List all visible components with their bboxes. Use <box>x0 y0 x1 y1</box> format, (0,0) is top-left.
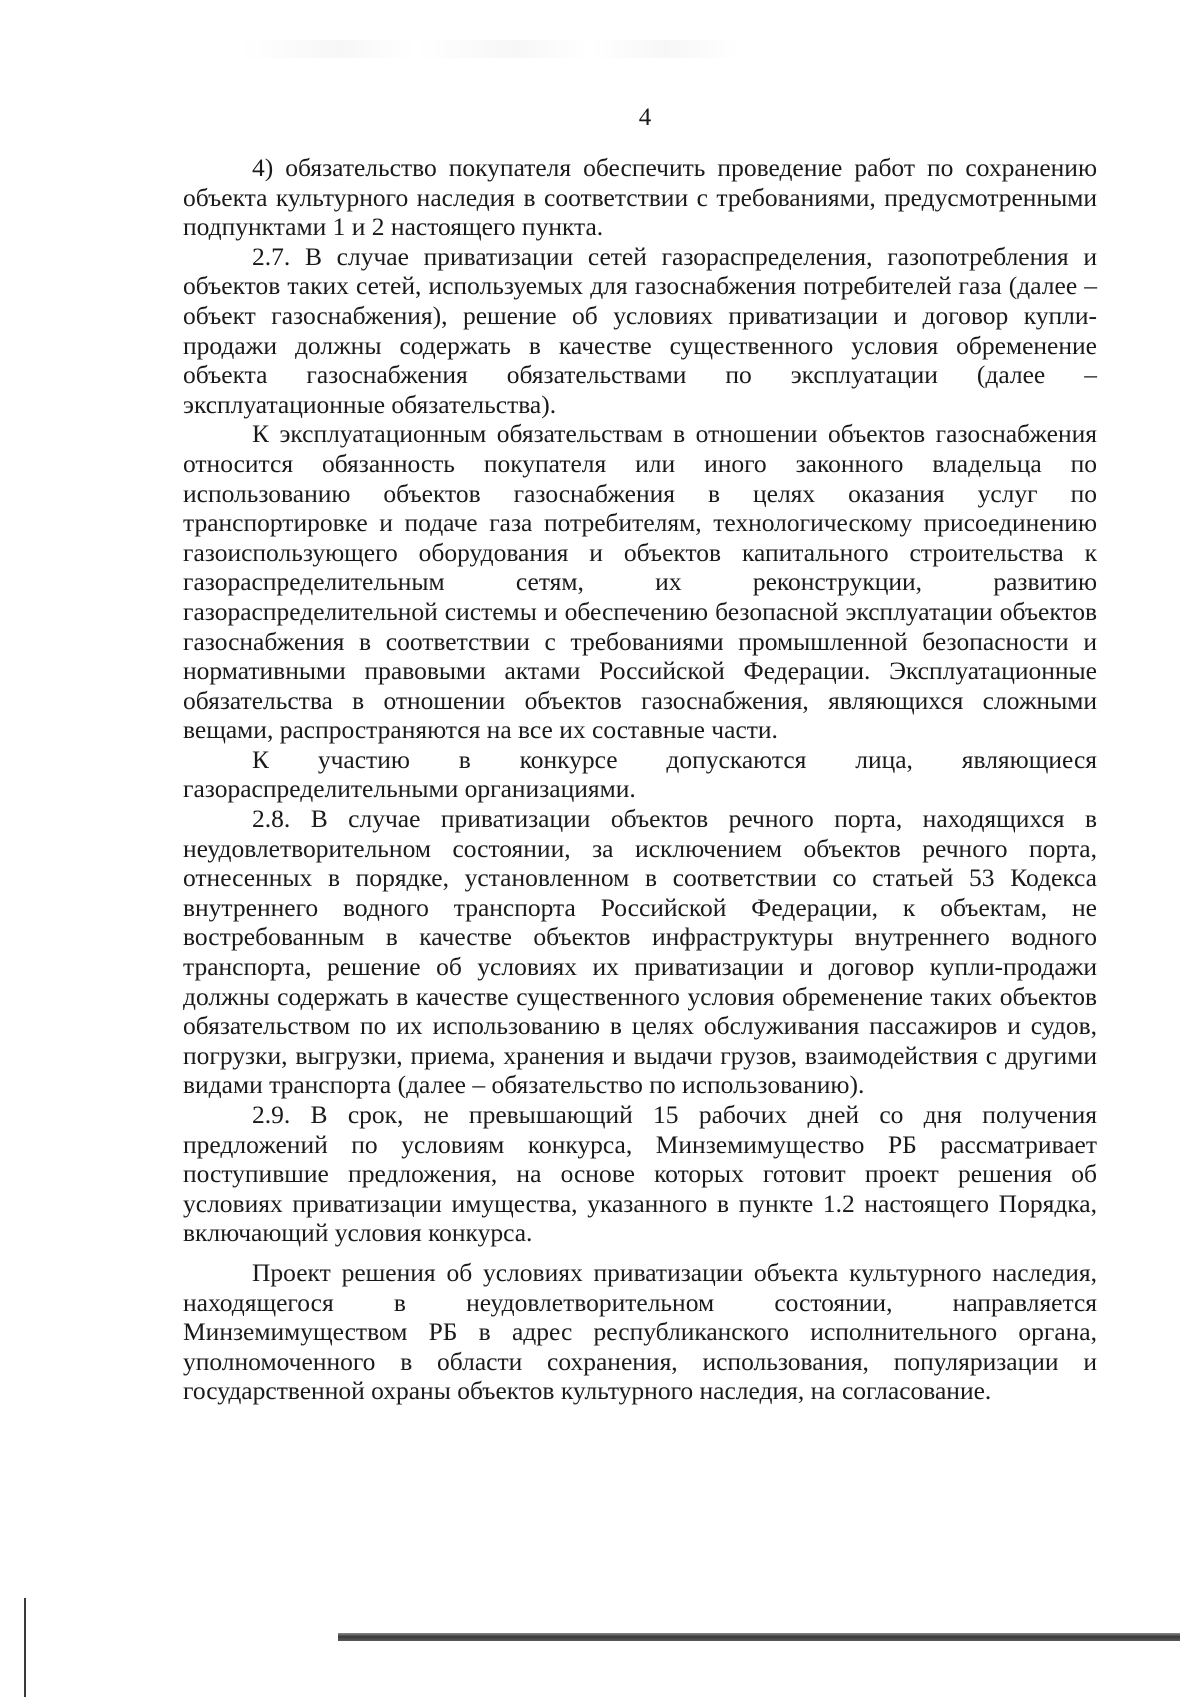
paragraph-obligation-4: 4) обязательство покупателя обеспечить проведение работ по сохранению объекта культурного наследия в соответствии с требованиями, предусмотренными подпунктами 1 и 2 настоящего пункта. <box>183 153 1097 242</box>
paragraph-2-9: 2.9. В срок, не превышающий 15 рабочих дней со дня получения предложений по условиям конкурса, Минземимущество РБ рассматривает поступившие предложения, на основе которых готовит проект решения об условиях приватизации имущества, указанного в пункте 1.2 настоящего Порядка, включающий условия конкурса. <box>183 1100 1097 1248</box>
document-body <box>183 153 1097 1406</box>
scan-edge-line <box>24 1598 26 1697</box>
paragraph-operational-obligations: К эксплуатационным обязательствам в отношении объектов газоснабжения относится обязанность покупателя или иного законного владельца по использованию объектов газоснабжения в целях оказания услуг по транспортировке и подаче газа потребителям, технологическому присоединению газоиспользующего оборудования и объектов капитального строительства к газораспределительным сетям, их реконструкции, развитию газораспределительной системы и обеспечению безопасной эксплуатации объектов газоснабжения в соответствии с требованиями промышленной безопасности и нормативными правовыми актами Российской Федерации. Эксплуатационные обязательства в отношении объектов газоснабжения, являющихся сложными вещами, распространяются на все их составные части. <box>183 419 1097 745</box>
paragraph-2-8: 2.8. В случае приватизации объектов речного порта, находящихся в неудовлетворительном состоянии, за исключением объектов речного порта, отнесенных в порядке, установленном в соответствии со статьей 53 Кодекса внутреннего водного транспорта Российской Федерации, к объектам, не востребованным в качестве объектов инфраструктуры внутреннего водного транспорта, решение об условиях их приватизации и договор купли-продажи должны содержать в качестве существенного условия обременение таких объектов обязательством по их использованию в целях обслуживания пассажиров и судов, погрузки, выгрузки, приема, хранения и выдачи грузов, взаимодействия с другими видами транспорта (далее – обязательство по использованию). <box>183 804 1097 1100</box>
page-number: 4 <box>638 104 652 131</box>
paragraph-draft-decision: Проект решения об условиях приватизации объекта культурного наследия, находящегося в неудовлетворительном состоянии, направляется Минземимуществом РБ в адрес республиканского исполнительного органа, уполномоченного в области сохранения, использования, популяризации и государственной охраны объектов культурного наследия, на согласование. <box>183 1257 1097 1406</box>
paragraph-2-7: 2.7. В случае приватизации сетей газораспределения, газопотребления и объектов таких сетей, используемых для газоснабжения потребителей газа (далее – объект газоснабжения), решение об условиях приватизации и договор купли-продажи должны содержать в качестве существенного условия обременение объекта газоснабжения обязательствами по эксплуатации (далее – эксплуатационные обязательства). <box>183 241 1097 419</box>
bottom-rule <box>338 1633 1180 1641</box>
scan-artifact <box>240 40 740 58</box>
paragraph-contest-participants: К участию в конкурсе допускаются лица, являющиеся газораспределительными организациями. <box>183 744 1097 804</box>
